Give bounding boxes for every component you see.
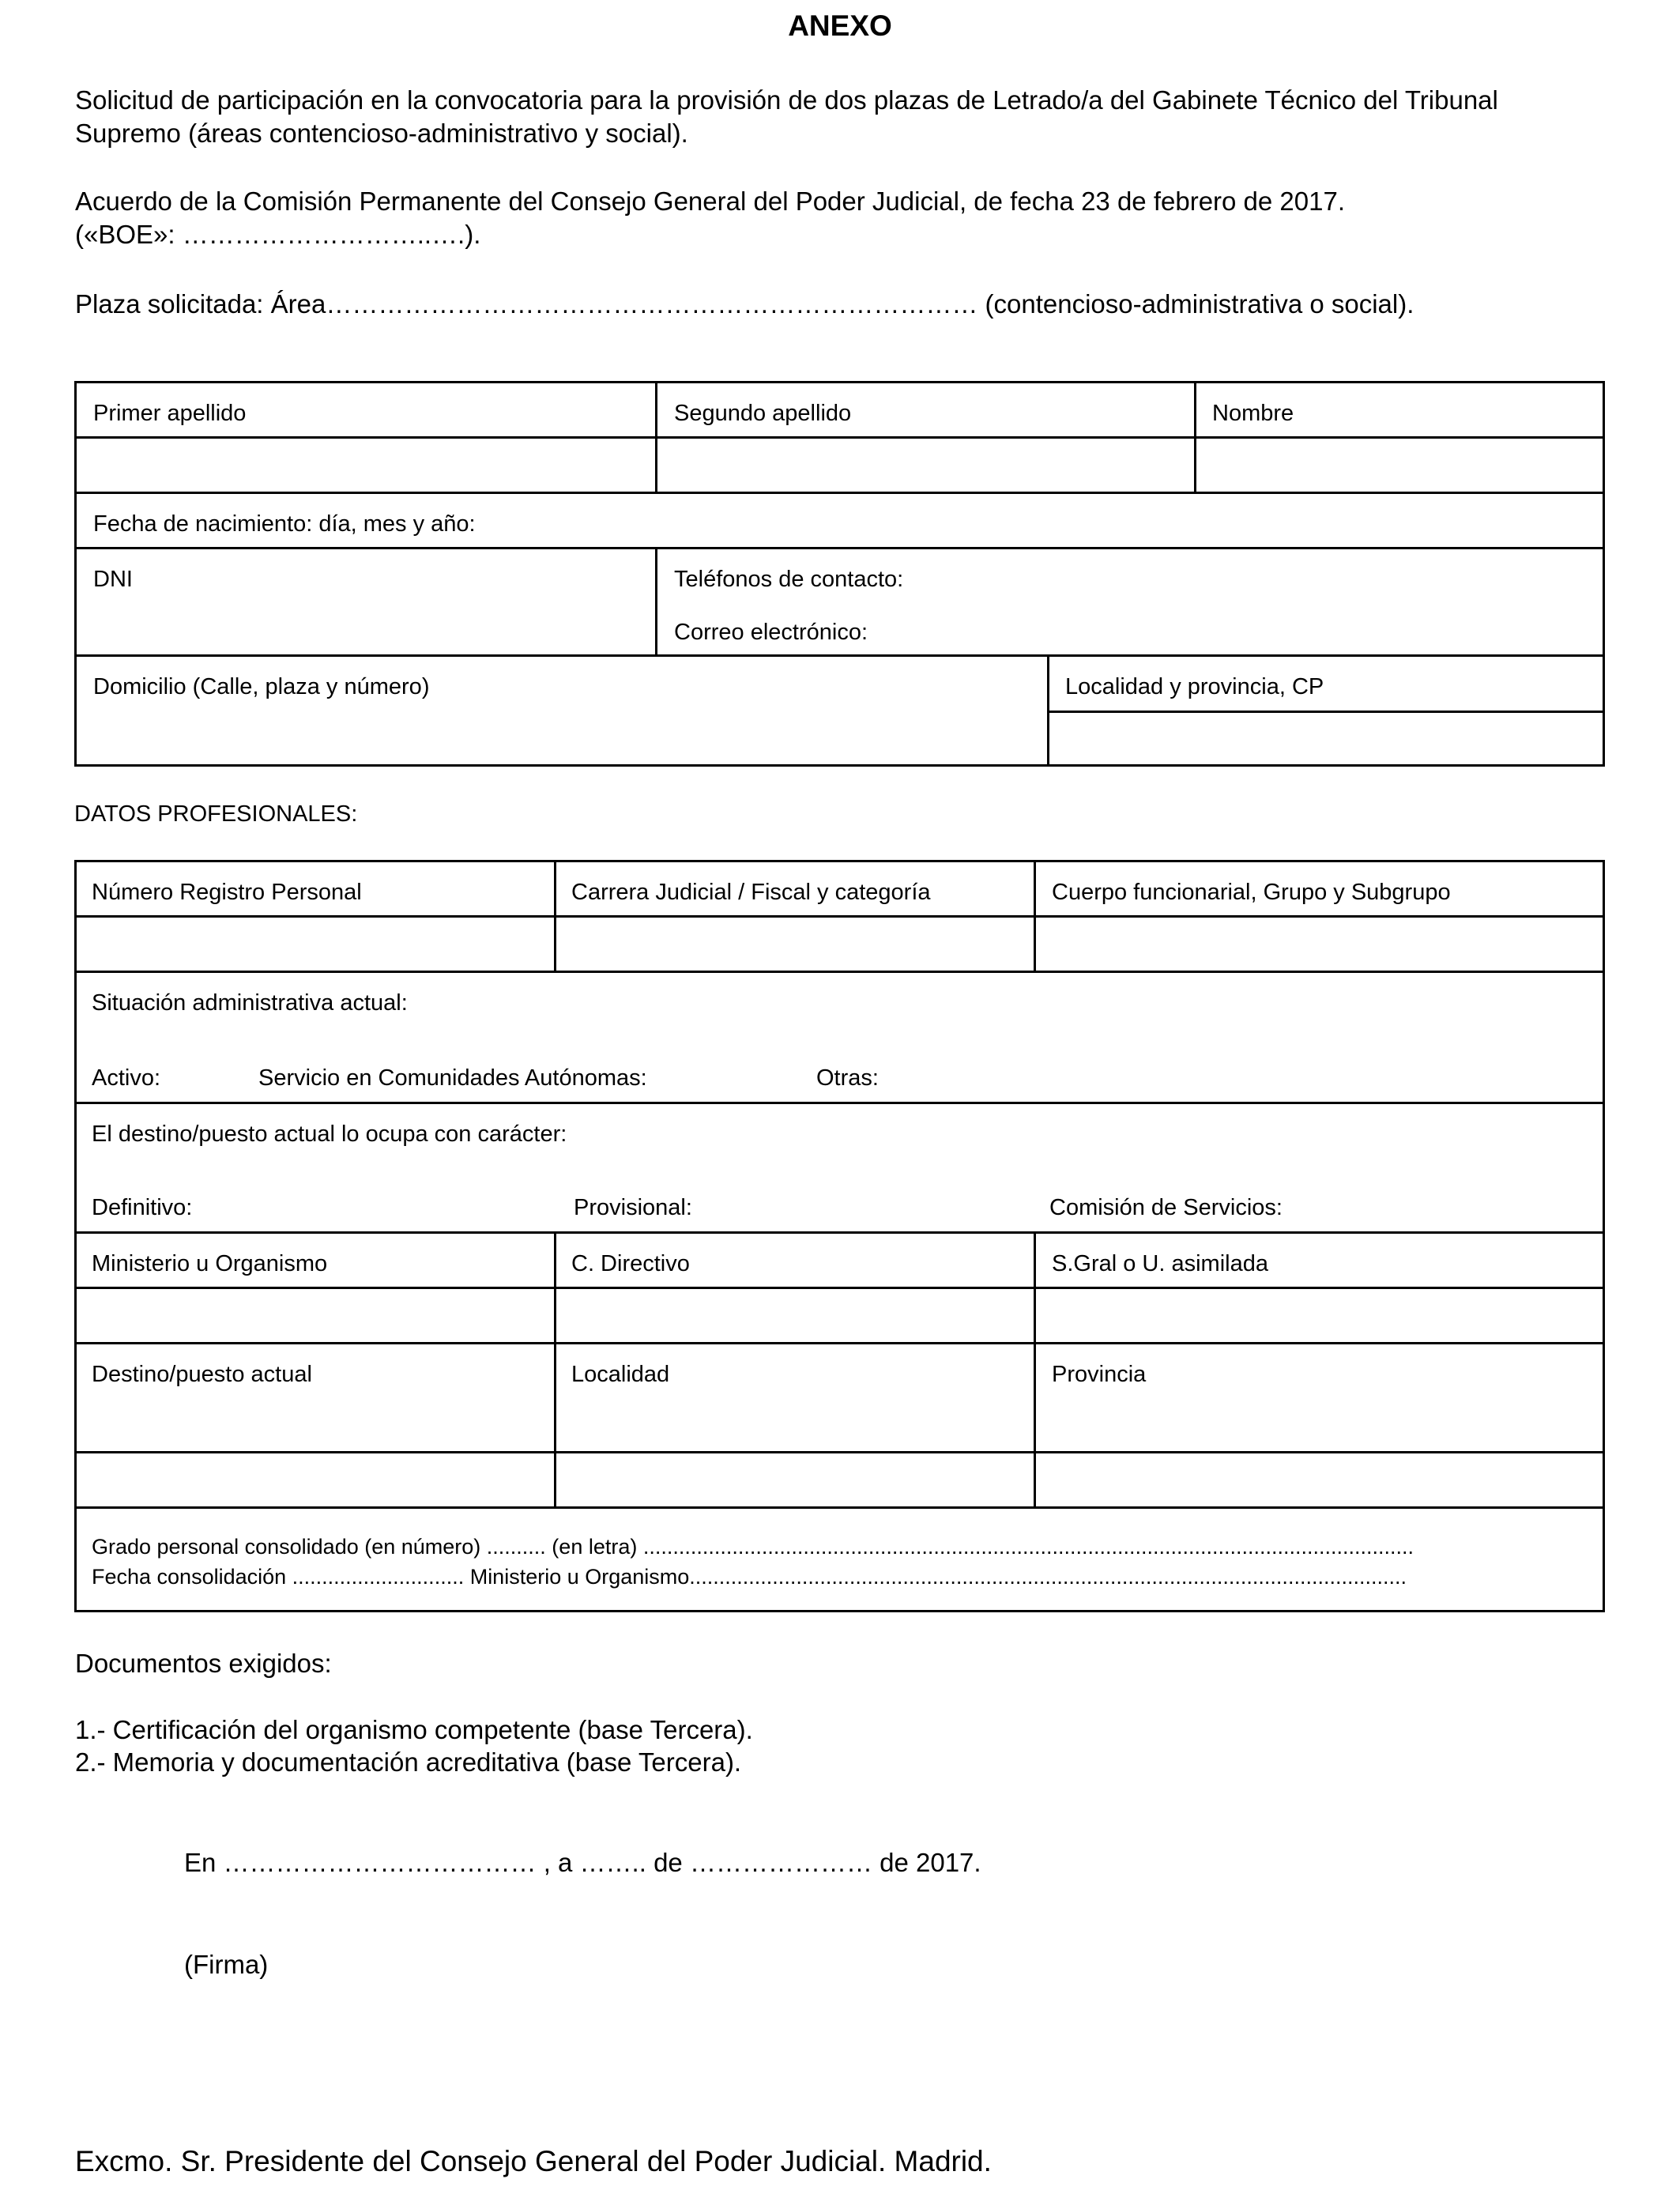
option-activo: Activo: [92,1065,161,1091]
documentos-heading: Documentos exigidos: [75,1649,332,1678]
label-domicilio: Domicilio (Calle, plaza y número) [93,674,430,699]
intro-line-1: Solicitud de participación en la convocatoria para la provisión de dos plazas de Letrado/a del Gabinete Técnico del Tribunal [75,85,1498,115]
grado-consolidado: Grado personal consolidado (en número) .......... (en letra) .................................................................................................................................. [92,1535,1414,1559]
label-cuerpo: Cuerpo funcionarial, Grupo y Subgrupo [1052,880,1451,905]
label-destino-actual: Destino/puesto actual [92,1362,312,1387]
label-provincia: Provincia [1052,1362,1147,1387]
firma-label: (Firma) [184,1950,269,1979]
label-ministerio: Ministerio u Organismo [92,1251,328,1276]
label-telefonos: Teléfonos de contacto: [674,567,904,592]
option-provisional: Provisional: [574,1195,692,1220]
label-destino-caracter: El destino/puesto actual lo ocupa con carácter: [92,1122,567,1147]
plaza-solicitada: Plaza solicitada: Área………………………………………………………………… (contencioso-administrativa o social). [75,289,1414,319]
label-carrera: Carrera Judicial / Fiscal y categoría [571,880,931,905]
documento-item-1: 1.- Certificación del organismo competente (base Tercera). [75,1715,753,1744]
option-comision-servicios: Comisión de Servicios: [1049,1195,1283,1220]
page-title: ANEXO [788,9,892,42]
option-servicio-ccaa: Servicio en Comunidades Autónomas: [258,1065,647,1091]
nombre-field[interactable] [1196,439,1603,492]
fecha-consolidacion: Fecha consolidación ............................. Ministerio u Organismo......................................................................................................................... [92,1565,1407,1589]
datos-profesionales-heading: DATOS PROFESIONALES: [74,801,358,827]
label-fecha-nacimiento: Fecha de nacimiento: día, mes y año: [93,511,476,537]
label-nombre: Nombre [1212,401,1294,426]
boe-reference: («BOE»: ………………………..….). [75,220,481,249]
intro-line-2: Supremo (áreas contencioso-administrativo y social). [75,119,688,148]
option-otras: Otras: [816,1065,879,1091]
label-primer-apellido: Primer apellido [93,401,247,426]
label-situacion: Situación administrativa actual: [92,990,408,1016]
label-localidad-provincia: Localidad y provincia, CP [1065,674,1324,699]
documento-item-2: 2.- Memoria y documentación acreditativa (base Tercera). [75,1747,742,1777]
acuerdo-line-1: Acuerdo de la Comisión Permanente del Consejo General del Poder Judicial, de fecha 23 de febrero de 2017. [75,187,1346,216]
segundo-apellido-field[interactable] [657,439,1194,492]
label-correo: Correo electrónico: [674,620,868,645]
label-registro-personal: Número Registro Personal [92,880,362,905]
label-c-directivo: C. Directivo [571,1251,690,1276]
lugar-fecha: En ……………………………… , a …….. de ………………… de 2017. [184,1848,981,1877]
option-definitivo: Definitivo: [92,1195,193,1220]
primer-apellido-field[interactable] [77,439,655,492]
destinatario: Excmo. Sr. Presidente del Consejo General del Poder Judicial. Madrid. [75,2145,992,2177]
label-dni: DNI [93,567,133,592]
label-sgral: S.Gral o U. asimilada [1052,1251,1268,1276]
label-localidad: Localidad [571,1362,670,1387]
label-segundo-apellido: Segundo apellido [674,401,852,426]
